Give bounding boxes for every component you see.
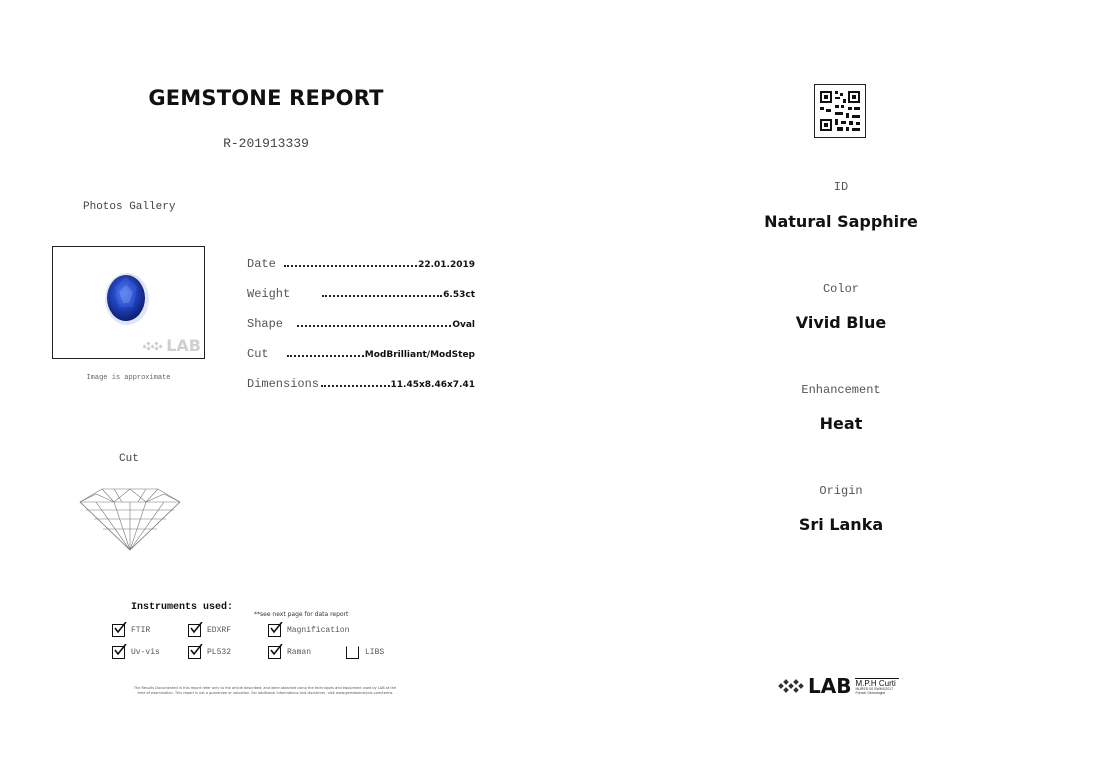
origin-value: Sri Lanka <box>798 515 884 534</box>
spec-row-shape <box>247 315 475 331</box>
checkbox-checked-icon <box>112 624 125 637</box>
spec-key: Shape <box>247 317 284 331</box>
leader-dots <box>321 384 389 387</box>
signer-name: M.P.H Curti <box>855 678 896 688</box>
leader-dots <box>284 264 417 267</box>
spec-key: Dimensions <box>247 377 320 391</box>
see-next-page-note: **see next page for data report <box>254 611 349 618</box>
instrument-label: LIBS <box>365 648 385 657</box>
checkbox-checked-icon <box>188 646 201 659</box>
cut-diagram-icon <box>78 486 182 552</box>
instrument-label: FTIR <box>131 626 151 635</box>
watermark-text: LAB <box>166 336 201 355</box>
report-title: GEMSTONE REPORT <box>148 86 384 110</box>
spec-row-dimensions <box>247 375 475 391</box>
lab-footer-logo <box>778 674 899 698</box>
spec-key: Date <box>247 257 276 271</box>
enhancement-label: Enhancement <box>801 383 881 397</box>
instrument-edxrf <box>188 624 231 637</box>
id-label: ID <box>833 180 849 194</box>
spec-key: Weight <box>247 287 291 301</box>
lab-brand-text: LAB <box>808 674 852 698</box>
spec-key: Cut <box>247 347 269 361</box>
instrument-label: Magnification <box>287 626 350 635</box>
origin-label: Origin <box>819 484 863 498</box>
spec-value: 6.53ct <box>443 290 475 300</box>
spec-value: 11.45x8.46x7.41 <box>390 380 475 390</box>
instrument-pl532 <box>188 646 231 659</box>
leader-dots <box>322 294 442 297</box>
instrument-label: PL532 <box>207 648 232 657</box>
instrument-uv-vis <box>112 646 160 659</box>
checkbox-checked-icon <box>268 646 281 659</box>
qr-code-icon <box>815 85 865 137</box>
checkbox-unchecked-icon <box>346 646 359 659</box>
spec-row-cut <box>247 345 475 361</box>
id-value: Natural Sapphire <box>764 212 918 231</box>
lab-watermark <box>143 336 201 355</box>
spec-value: Oval <box>452 320 475 330</box>
spec-value: ModBrilliant/ModStep <box>364 350 475 360</box>
signer-detail: MURED 00 SWMG2017 French Gemologist <box>855 686 894 695</box>
leader-dots <box>287 354 364 357</box>
instrument-label: Uv-vis <box>131 648 160 657</box>
photos-gallery-label: Photos Gallery <box>83 201 176 213</box>
lab-logo-mark-icon <box>143 340 165 352</box>
color-label: Color <box>822 282 859 296</box>
color-value: Vivid Blue <box>795 313 887 332</box>
instrument-label: Raman <box>287 648 312 657</box>
leader-dots <box>297 324 451 327</box>
qr-code[interactable] <box>814 84 866 138</box>
instrument-label: EDXRF <box>207 626 232 635</box>
checkbox-checked-icon <box>188 624 201 637</box>
lab-logo-mark-icon <box>778 676 806 696</box>
spec-row-weight <box>247 285 475 301</box>
instrument-magnification <box>268 624 349 637</box>
signer-block <box>855 678 899 695</box>
disclaimer-text: The Results Documented in this report refer only to the article described, and were obtained using the techniques and equipment used by LAB at the time of examination. This report is not a guarantee or valuation. For additional informations and disclaimer, visit www.gemlabanalysis.com/terms <box>133 686 397 695</box>
instrument-libs <box>346 646 384 659</box>
instrument-ftir <box>112 624 150 637</box>
checkbox-checked-icon <box>268 624 281 637</box>
enhancement-value: Heat <box>819 414 863 433</box>
checkbox-checked-icon <box>112 646 125 659</box>
spec-row-date <box>247 255 475 271</box>
report-number: R-201913339 <box>223 136 309 151</box>
spec-value: 22.01.2019 <box>418 260 475 270</box>
cut-label: Cut <box>119 453 139 465</box>
image-approximate-note: Image is approximate <box>86 374 171 382</box>
instruments-title: Instruments used: <box>131 602 234 613</box>
instrument-raman <box>268 646 311 659</box>
gemstone-photo[interactable] <box>52 246 205 359</box>
